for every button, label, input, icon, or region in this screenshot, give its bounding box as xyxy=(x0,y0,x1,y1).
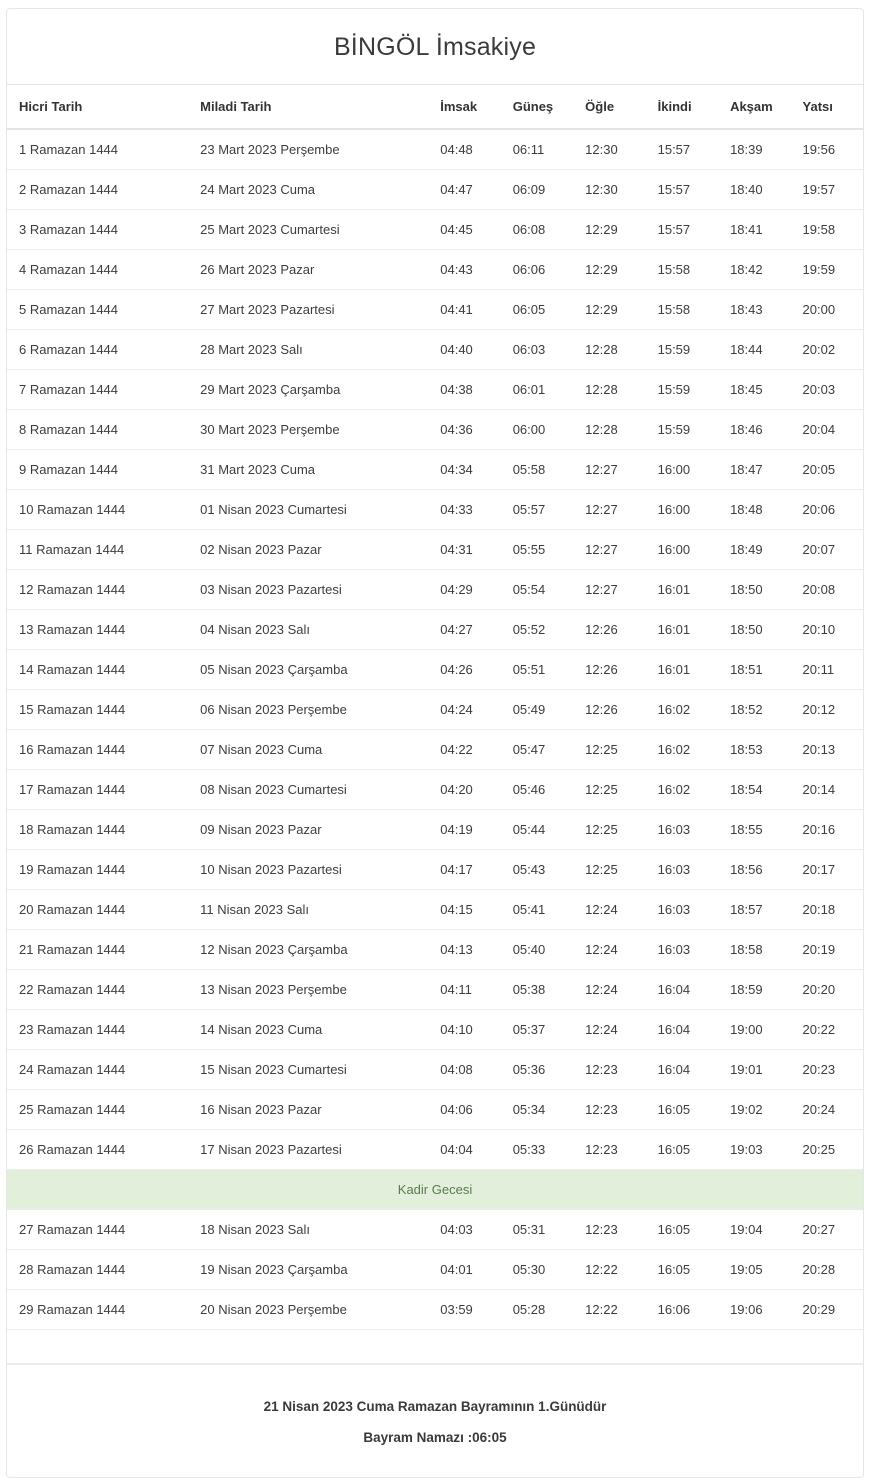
table-cell: 05:30 xyxy=(501,1250,573,1290)
table-cell: 20:25 xyxy=(791,1130,863,1170)
table-row xyxy=(7,770,863,810)
table-row xyxy=(7,129,863,170)
table-cell: 12:24 xyxy=(573,890,645,930)
table-cell: 20:28 xyxy=(791,1250,863,1290)
table-cell: 04:13 xyxy=(428,930,500,970)
table-cell: 18:45 xyxy=(718,370,790,410)
table-cell: 12:24 xyxy=(573,970,645,1010)
table-cell: 04:11 xyxy=(428,970,500,1010)
table-row xyxy=(7,730,863,770)
table-row xyxy=(7,530,863,570)
table-cell: 18:52 xyxy=(718,690,790,730)
table-cell: 15:59 xyxy=(646,330,718,370)
table-row xyxy=(7,490,863,530)
table-cell: 05:28 xyxy=(501,1290,573,1330)
table-cell: 16:04 xyxy=(646,970,718,1010)
table-cell: 26 Mart 2023 Pazar xyxy=(188,250,428,290)
table-spacer-row xyxy=(7,1330,863,1364)
table-cell: 16:05 xyxy=(646,1090,718,1130)
table-cell: 04:38 xyxy=(428,370,500,410)
table-cell: 12:30 xyxy=(573,170,645,210)
table-cell: 04:08 xyxy=(428,1050,500,1090)
table-cell: 20:06 xyxy=(791,490,863,530)
table-cell: 27 Mart 2023 Pazartesi xyxy=(188,290,428,330)
table-cell: 06:06 xyxy=(501,250,573,290)
table-cell: 19:59 xyxy=(791,250,863,290)
table-cell: 04:40 xyxy=(428,330,500,370)
table-row xyxy=(7,890,863,930)
table-cell: 20:24 xyxy=(791,1090,863,1130)
table-cell: 04:48 xyxy=(428,129,500,170)
table-cell: 05:57 xyxy=(501,490,573,530)
table-cell: 10 Nisan 2023 Pazartesi xyxy=(188,850,428,890)
table-cell: 18:51 xyxy=(718,650,790,690)
table-cell: 12:29 xyxy=(573,210,645,250)
table-cell: 20:27 xyxy=(791,1210,863,1250)
table-row xyxy=(7,410,863,450)
table-cell: 18:54 xyxy=(718,770,790,810)
table-cell: 05:34 xyxy=(501,1090,573,1130)
table-cell: 12:22 xyxy=(573,1290,645,1330)
table-cell: 03 Nisan 2023 Pazartesi xyxy=(188,570,428,610)
table-row xyxy=(7,450,863,490)
table-cell: 18:43 xyxy=(718,290,790,330)
table-cell: 19:03 xyxy=(718,1130,790,1170)
table-cell: 12:26 xyxy=(573,690,645,730)
table-cell: 12:23 xyxy=(573,1210,645,1250)
table-cell: 25 Mart 2023 Cumartesi xyxy=(188,210,428,250)
table-cell: 23 Mart 2023 Perşembe xyxy=(188,129,428,170)
table-cell: 04:43 xyxy=(428,250,500,290)
table-cell: 16:03 xyxy=(646,930,718,970)
table-cell: 20:19 xyxy=(791,930,863,970)
table-cell: 18:50 xyxy=(718,610,790,650)
table-cell: 12:23 xyxy=(573,1130,645,1170)
table-cell: 20:03 xyxy=(791,370,863,410)
column-header-ogle: Öğle xyxy=(573,85,645,130)
table-cell: 04:27 xyxy=(428,610,500,650)
table-cell: 18:47 xyxy=(718,450,790,490)
table-cell: 19:05 xyxy=(718,1250,790,1290)
table-cell: 05:31 xyxy=(501,1210,573,1250)
table-cell: 14 Nisan 2023 Cuma xyxy=(188,1010,428,1050)
table-row xyxy=(7,1210,863,1250)
table-cell: 04:26 xyxy=(428,650,500,690)
table-cell: 25 Ramazan 1444 xyxy=(7,1090,188,1130)
table-cell: 18:56 xyxy=(718,850,790,890)
table-cell: 04:01 xyxy=(428,1250,500,1290)
table-row xyxy=(7,330,863,370)
column-header-miladi-tarih: Miladi Tarih xyxy=(188,85,428,130)
table-cell: 20:13 xyxy=(791,730,863,770)
table-cell: 04:19 xyxy=(428,810,500,850)
table-cell: 24 Mart 2023 Cuma xyxy=(188,170,428,210)
table-cell: 04:06 xyxy=(428,1090,500,1130)
column-header-yatsi: Yatsı xyxy=(791,85,863,130)
special-night-label: Kadir Gecesi xyxy=(7,1170,863,1210)
table-cell: 20:14 xyxy=(791,770,863,810)
table-cell: 05:52 xyxy=(501,610,573,650)
table-cell: 05:47 xyxy=(501,730,573,770)
table-cell: 03:59 xyxy=(428,1290,500,1330)
table-cell: 24 Ramazan 1444 xyxy=(7,1050,188,1090)
table-cell: 31 Mart 2023 Cuma xyxy=(188,450,428,490)
table-cell: 18:48 xyxy=(718,490,790,530)
table-row xyxy=(7,210,863,250)
table-cell: 12:25 xyxy=(573,730,645,770)
table-cell: 20:23 xyxy=(791,1050,863,1090)
table-cell: 12:23 xyxy=(573,1050,645,1090)
table-cell: 07 Nisan 2023 Cuma xyxy=(188,730,428,770)
table-cell: 19:06 xyxy=(718,1290,790,1330)
table-row xyxy=(7,930,863,970)
table-row xyxy=(7,1090,863,1130)
table-row xyxy=(7,970,863,1010)
table-cell: 02 Nisan 2023 Pazar xyxy=(188,530,428,570)
table-cell: 04:10 xyxy=(428,1010,500,1050)
table-cell: 12:24 xyxy=(573,930,645,970)
table-row xyxy=(7,1050,863,1090)
table-cell: 12 Ramazan 1444 xyxy=(7,570,188,610)
table-cell: 05:54 xyxy=(501,570,573,610)
table-cell: 18:59 xyxy=(718,970,790,1010)
table-row xyxy=(7,690,863,730)
table-cell: 18:41 xyxy=(718,210,790,250)
column-header-ikindi: İkindi xyxy=(646,85,718,130)
table-cell: 20:16 xyxy=(791,810,863,850)
table-cell: 20:05 xyxy=(791,450,863,490)
table-row xyxy=(7,1250,863,1290)
table-cell: 15:59 xyxy=(646,370,718,410)
table-cell: 10 Ramazan 1444 xyxy=(7,490,188,530)
table-cell: 19:01 xyxy=(718,1050,790,1090)
table-cell: 04:33 xyxy=(428,490,500,530)
column-header-hicri-tarih: Hicri Tarih xyxy=(7,85,188,130)
table-cell: 20:11 xyxy=(791,650,863,690)
table-cell: 16:05 xyxy=(646,1130,718,1170)
table-cell: 16:02 xyxy=(646,690,718,730)
table-cell: 18:49 xyxy=(718,530,790,570)
table-cell: 16:03 xyxy=(646,810,718,850)
prayer-times-table xyxy=(7,84,863,1364)
table-cell: 04:20 xyxy=(428,770,500,810)
table-cell: 04:22 xyxy=(428,730,500,770)
table-cell: 04:15 xyxy=(428,890,500,930)
table-cell: 06 Nisan 2023 Perşembe xyxy=(188,690,428,730)
table-cell: 16:01 xyxy=(646,610,718,650)
table-cell: 19 Ramazan 1444 xyxy=(7,850,188,890)
table-cell: 18:57 xyxy=(718,890,790,930)
table-cell: 18:42 xyxy=(718,250,790,290)
table-cell: 04:04 xyxy=(428,1130,500,1170)
table-cell: 04:24 xyxy=(428,690,500,730)
table-cell: 20:22 xyxy=(791,1010,863,1050)
table-cell: 05:41 xyxy=(501,890,573,930)
column-header-gunes: Güneş xyxy=(501,85,573,130)
table-cell: 16 Ramazan 1444 xyxy=(7,730,188,770)
table-cell: 04:29 xyxy=(428,570,500,610)
table-cell: 04:03 xyxy=(428,1210,500,1250)
table-cell: 18:39 xyxy=(718,129,790,170)
table-cell: 11 Nisan 2023 Salı xyxy=(188,890,428,930)
table-cell: 18:46 xyxy=(718,410,790,450)
table-cell: 01 Nisan 2023 Cumartesi xyxy=(188,490,428,530)
table-cell: 16:01 xyxy=(646,650,718,690)
table-cell: 16 Nisan 2023 Pazar xyxy=(188,1090,428,1130)
table-cell: 20:12 xyxy=(791,690,863,730)
table-cell: 18 Ramazan 1444 xyxy=(7,810,188,850)
table-cell: 20:02 xyxy=(791,330,863,370)
table-cell: 16:04 xyxy=(646,1010,718,1050)
table-cell: 15:57 xyxy=(646,170,718,210)
table-cell: 08 Nisan 2023 Cumartesi xyxy=(188,770,428,810)
table-cell: 3 Ramazan 1444 xyxy=(7,210,188,250)
table-cell: 4 Ramazan 1444 xyxy=(7,250,188,290)
table-cell: 21 Ramazan 1444 xyxy=(7,930,188,970)
table-cell: 16:00 xyxy=(646,530,718,570)
table-header-row xyxy=(7,85,863,130)
table-cell: 05:43 xyxy=(501,850,573,890)
table-cell: 05:58 xyxy=(501,450,573,490)
table-cell: 16:00 xyxy=(646,490,718,530)
table-cell: 12:25 xyxy=(573,770,645,810)
table-cell: 26 Ramazan 1444 xyxy=(7,1130,188,1170)
column-header-imsak: İmsak xyxy=(428,85,500,130)
table-cell: 15 Nisan 2023 Cumartesi xyxy=(188,1050,428,1090)
table-cell: 15:57 xyxy=(646,210,718,250)
table-row xyxy=(7,370,863,410)
table-cell: 04:31 xyxy=(428,530,500,570)
table-cell: 13 Ramazan 1444 xyxy=(7,610,188,650)
table-cell: 12:25 xyxy=(573,810,645,850)
table-cell: 15:58 xyxy=(646,290,718,330)
table-cell: 20:17 xyxy=(791,850,863,890)
table-row xyxy=(7,1130,863,1170)
table-cell: 16:03 xyxy=(646,890,718,930)
table-cell: 12:28 xyxy=(573,410,645,450)
special-night-row xyxy=(7,1170,863,1210)
table-cell: 1 Ramazan 1444 xyxy=(7,129,188,170)
table-cell: 12 Nisan 2023 Çarşamba xyxy=(188,930,428,970)
table-row xyxy=(7,1290,863,1330)
table-cell: 28 Ramazan 1444 xyxy=(7,1250,188,1290)
table-cell: 20 Nisan 2023 Perşembe xyxy=(188,1290,428,1330)
table-cell: 12:27 xyxy=(573,450,645,490)
table-cell: 12:24 xyxy=(573,1010,645,1050)
table-cell: 18:44 xyxy=(718,330,790,370)
table-cell: 05:51 xyxy=(501,650,573,690)
table-cell: 04:45 xyxy=(428,210,500,250)
table-cell: 16:00 xyxy=(646,450,718,490)
table-cell: 28 Mart 2023 Salı xyxy=(188,330,428,370)
table-cell: 04 Nisan 2023 Salı xyxy=(188,610,428,650)
page-title: BİNGÖL İmsakiye xyxy=(333,33,537,61)
table-cell: 9 Ramazan 1444 xyxy=(7,450,188,490)
table-cell: 04:34 xyxy=(428,450,500,490)
table-cell: 20 Ramazan 1444 xyxy=(7,890,188,930)
table-cell: 18:58 xyxy=(718,930,790,970)
table-cell: 16:05 xyxy=(646,1250,718,1290)
table-cell: 6 Ramazan 1444 xyxy=(7,330,188,370)
table-cell: 16:02 xyxy=(646,730,718,770)
table-row xyxy=(7,250,863,290)
table-cell: 13 Nisan 2023 Perşembe xyxy=(188,970,428,1010)
table-cell: 12:26 xyxy=(573,610,645,650)
table-cell: 19:04 xyxy=(718,1210,790,1250)
table-cell: 12:29 xyxy=(573,250,645,290)
table-cell: 12:30 xyxy=(573,129,645,170)
bayram-namazi-line: Bayram Namazı :06:05 xyxy=(363,1430,507,1445)
bayram-info-line: 21 Nisan 2023 Cuma Ramazan Bayramının 1.Günüdür xyxy=(263,1399,607,1414)
table-cell: 05 Nisan 2023 Çarşamba xyxy=(188,650,428,690)
table-cell: 05:46 xyxy=(501,770,573,810)
table-body xyxy=(7,129,863,1364)
table-cell: 5 Ramazan 1444 xyxy=(7,290,188,330)
table-cell: 05:55 xyxy=(501,530,573,570)
table-row xyxy=(7,570,863,610)
table-cell: 06:01 xyxy=(501,370,573,410)
table-cell: 20:10 xyxy=(791,610,863,650)
table-row xyxy=(7,810,863,850)
table-cell: 16:03 xyxy=(646,850,718,890)
table-cell: 15:58 xyxy=(646,250,718,290)
table-cell: 30 Mart 2023 Perşembe xyxy=(188,410,428,450)
table-cell: 12:27 xyxy=(573,530,645,570)
table-cell: 20:18 xyxy=(791,890,863,930)
table-cell: 18:50 xyxy=(718,570,790,610)
table-cell: 29 Mart 2023 Çarşamba xyxy=(188,370,428,410)
table-cell: 16:04 xyxy=(646,1050,718,1090)
table-spacer-cell xyxy=(7,1330,863,1364)
table-cell: 05:36 xyxy=(501,1050,573,1090)
table-cell: 8 Ramazan 1444 xyxy=(7,410,188,450)
table-row xyxy=(7,1010,863,1050)
table-cell: 27 Ramazan 1444 xyxy=(7,1210,188,1250)
table-cell: 2 Ramazan 1444 xyxy=(7,170,188,210)
table-cell: 17 Nisan 2023 Pazartesi xyxy=(188,1130,428,1170)
table-cell: 29 Ramazan 1444 xyxy=(7,1290,188,1330)
table-cell: 06:00 xyxy=(501,410,573,450)
table-cell: 12:28 xyxy=(573,370,645,410)
table-cell: 19:00 xyxy=(718,1010,790,1050)
table-cell: 20:04 xyxy=(791,410,863,450)
table-cell: 19 Nisan 2023 Çarşamba xyxy=(188,1250,428,1290)
table-cell: 20:29 xyxy=(791,1290,863,1330)
table-cell: 04:47 xyxy=(428,170,500,210)
table-cell: 15 Ramazan 1444 xyxy=(7,690,188,730)
table-row xyxy=(7,610,863,650)
table-cell: 20:00 xyxy=(791,290,863,330)
table-cell: 12:26 xyxy=(573,650,645,690)
table-cell: 20:08 xyxy=(791,570,863,610)
table-cell: 18:55 xyxy=(718,810,790,850)
table-cell: 16:02 xyxy=(646,770,718,810)
table-cell: 09 Nisan 2023 Pazar xyxy=(188,810,428,850)
table-cell: 04:36 xyxy=(428,410,500,450)
table-row xyxy=(7,170,863,210)
table-cell: 7 Ramazan 1444 xyxy=(7,370,188,410)
table-cell: 19:58 xyxy=(791,210,863,250)
table-row xyxy=(7,850,863,890)
table-cell: 12:23 xyxy=(573,1090,645,1130)
table-cell: 06:11 xyxy=(501,129,573,170)
table-cell: 22 Ramazan 1444 xyxy=(7,970,188,1010)
table-cell: 23 Ramazan 1444 xyxy=(7,1010,188,1050)
table-cell: 04:17 xyxy=(428,850,500,890)
table-cell: 15:59 xyxy=(646,410,718,450)
table-cell: 16:06 xyxy=(646,1290,718,1330)
table-cell: 19:02 xyxy=(718,1090,790,1130)
table-cell: 12:28 xyxy=(573,330,645,370)
table-cell: 06:08 xyxy=(501,210,573,250)
table-cell: 06:09 xyxy=(501,170,573,210)
table-cell: 18 Nisan 2023 Salı xyxy=(188,1210,428,1250)
table-cell: 04:41 xyxy=(428,290,500,330)
table-header xyxy=(7,85,863,130)
table-cell: 19:57 xyxy=(791,170,863,210)
table-cell: 12:25 xyxy=(573,850,645,890)
table-cell: 17 Ramazan 1444 xyxy=(7,770,188,810)
table-cell: 20:07 xyxy=(791,530,863,570)
table-cell: 18:53 xyxy=(718,730,790,770)
table-cell: 15:57 xyxy=(646,129,718,170)
table-cell: 05:33 xyxy=(501,1130,573,1170)
table-row xyxy=(7,290,863,330)
table-row xyxy=(7,650,863,690)
table-cell: 12:27 xyxy=(573,570,645,610)
table-cell: 06:03 xyxy=(501,330,573,370)
imsakiye-card xyxy=(6,8,864,1478)
table-cell: 05:37 xyxy=(501,1010,573,1050)
table-cell: 19:56 xyxy=(791,129,863,170)
table-cell: 06:05 xyxy=(501,290,573,330)
table-cell: 12:29 xyxy=(573,290,645,330)
table-cell: 05:38 xyxy=(501,970,573,1010)
table-cell: 16:05 xyxy=(646,1210,718,1250)
table-cell: 05:40 xyxy=(501,930,573,970)
table-cell: 05:49 xyxy=(501,690,573,730)
table-cell: 11 Ramazan 1444 xyxy=(7,530,188,570)
table-footer xyxy=(7,1364,863,1477)
table-cell: 12:27 xyxy=(573,490,645,530)
column-header-aksam: Akşam xyxy=(718,85,790,130)
table-cell: 18:40 xyxy=(718,170,790,210)
table-cell: 05:44 xyxy=(501,810,573,850)
table-cell: 14 Ramazan 1444 xyxy=(7,650,188,690)
table-cell: 12:22 xyxy=(573,1250,645,1290)
table-cell: 16:01 xyxy=(646,570,718,610)
table-cell: 20:20 xyxy=(791,970,863,1010)
